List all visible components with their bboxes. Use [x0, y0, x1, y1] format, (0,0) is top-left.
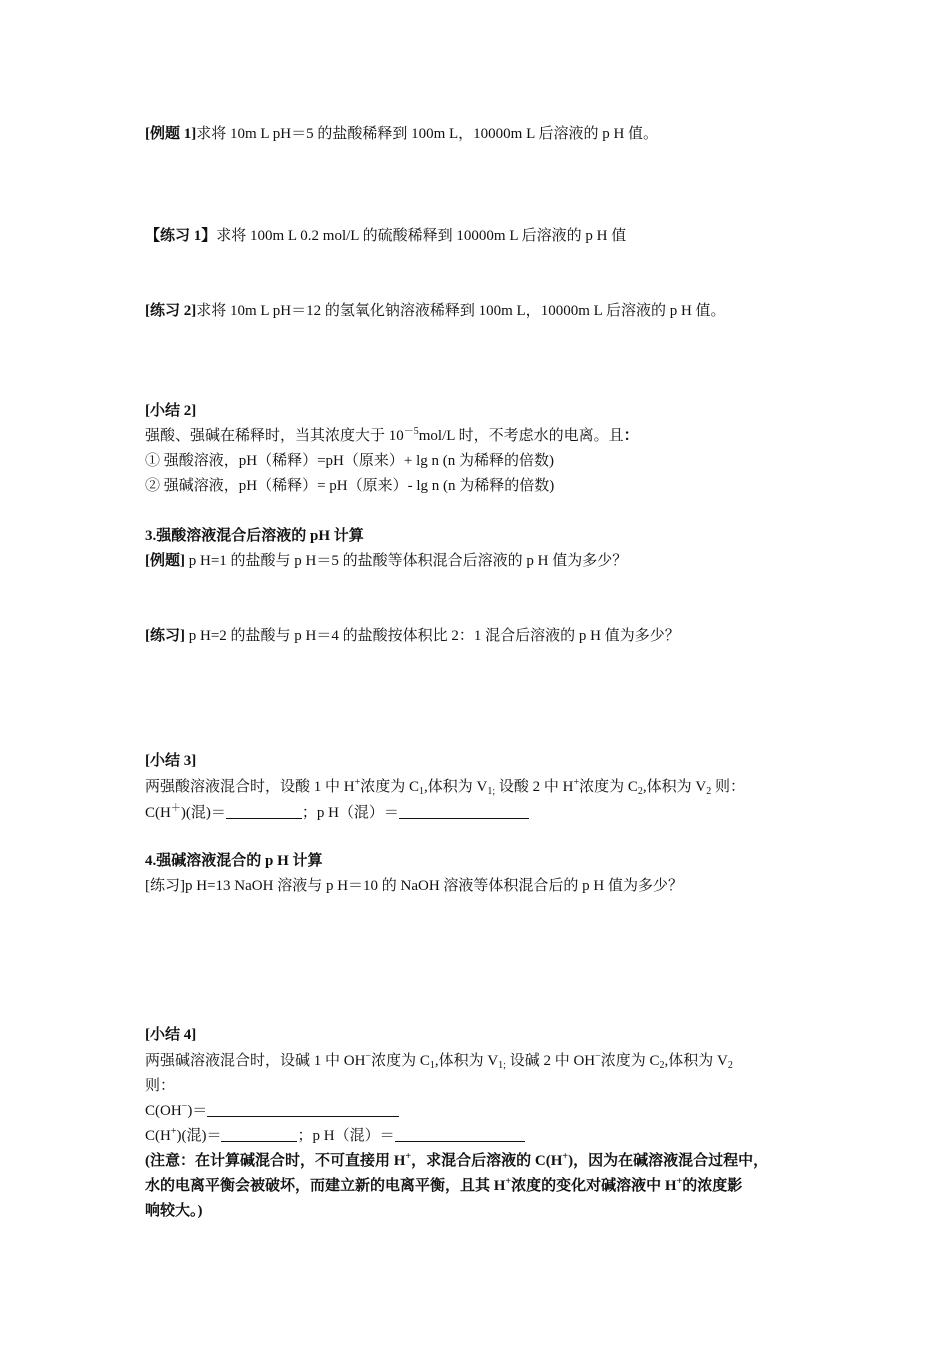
fill-blank[interactable]: [207, 1101, 399, 1117]
summary-4-title: [小结 4]: [145, 1027, 197, 1043]
summary-2-line-2: ① 强酸溶液，pH（稀释）=pH（原来）+ lg n (n 为稀释的倍数): [145, 453, 554, 469]
summary-4-formula-1: C(OH−)＝: [145, 1101, 399, 1121]
summary-3-line-1: 两强酸溶液混合时，设酸 1 中 H+浓度为 $C_1$,体积为 $V_{1;}$ 设酸 2 中 H+浓度为 $C_2$,体积为 $V_2$ 则：: [145, 777, 745, 797]
fill-blank[interactable]: [399, 803, 529, 819]
section-3-practice: [练习] p H=2 的盐酸与 p H＝4 的盐酸按体积比 2：1 混合后溶液的 p H 值为多少？: [145, 628, 680, 644]
fill-blank[interactable]: [226, 803, 302, 819]
practice-1: [145, 226, 626, 246]
section-3-title: 3.强酸溶液混合后溶液的 pH 计算: [145, 528, 364, 544]
fill-blank[interactable]: [395, 1126, 525, 1142]
summary-4-formula-2: C(H+)(混)＝ ；p H（混）＝: [145, 1126, 525, 1146]
summary-2-line-3: ② 强碱溶液，pH（稀释）= pH（原来）- lg n (n 为稀释的倍数): [145, 478, 555, 494]
note-line-1: (注意：在计算碱混合时，不可直接用 H+，求混合后溶液的 C(H+)，因为在碱溶液混合过程中，: [145, 1151, 769, 1169]
section-3-example: [例题] p H=1 的盐酸与 p H＝5 的盐酸等体积混合后溶液的 p H 值为多少？: [145, 553, 628, 569]
practice-2: [145, 301, 726, 321]
practice-1-text: 求将 100m L 0.2 mol/L 的硫酸稀释到 10000m L 后溶液的 p H 值: [216, 228, 627, 244]
summary-4-line-1: 两强碱溶液混合时，设碱 1 中 OH−浓度为 $C_1$,体积为 $V_{1;}$ 设碱 2 中 OH−浓度为 $C_2$,体积为 $V_2$: [145, 1051, 733, 1071]
summary-2-title: [小结 2]: [145, 403, 197, 419]
example-1-label: [例题 1]: [145, 126, 197, 142]
practice-1-label: 【练习 1】: [145, 228, 217, 244]
summary-2-line-1: 强酸、强碱在稀释时，当其浓度大于 $10^{-5}mol/L$ 时，不考虑水的电离。且：: [145, 426, 639, 444]
summary-3-title: [小结 3]: [145, 753, 197, 769]
practice-2-text: 求将 10m L pH＝12 的氢氧化钠溶液稀释到 100m L，10000m L 后溶液的 p H 值。: [196, 303, 726, 319]
section-4-title: 4.强碱溶液混合的 p H 计算: [145, 853, 323, 869]
practice-2-label: [练习 2]: [145, 303, 197, 319]
note-line-2: 水的电离平衡会被破坏，而建立新的电离平衡，且其 H+浓度的变化对碱溶液中 H+的浓度影: [145, 1176, 743, 1194]
fill-blank[interactable]: [221, 1126, 297, 1142]
summary-3-formula: C(H＋)(混)＝ ；p H（混）＝: [145, 803, 529, 823]
summary-4-line-2: 则：: [145, 1078, 176, 1094]
section-4-practice: [练习]p H=13 NaOH 溶液与 p H＝10 的 NaOH 溶液等体积混合后的 p H 值为多少？: [145, 878, 684, 894]
example-1-text: 求将 10m L pH＝5 的盐酸稀释到 100m L，10000m L 后溶液的 p H 值。: [196, 126, 659, 142]
example-1: [145, 124, 658, 144]
note-line-3: 响较大。): [145, 1203, 203, 1219]
